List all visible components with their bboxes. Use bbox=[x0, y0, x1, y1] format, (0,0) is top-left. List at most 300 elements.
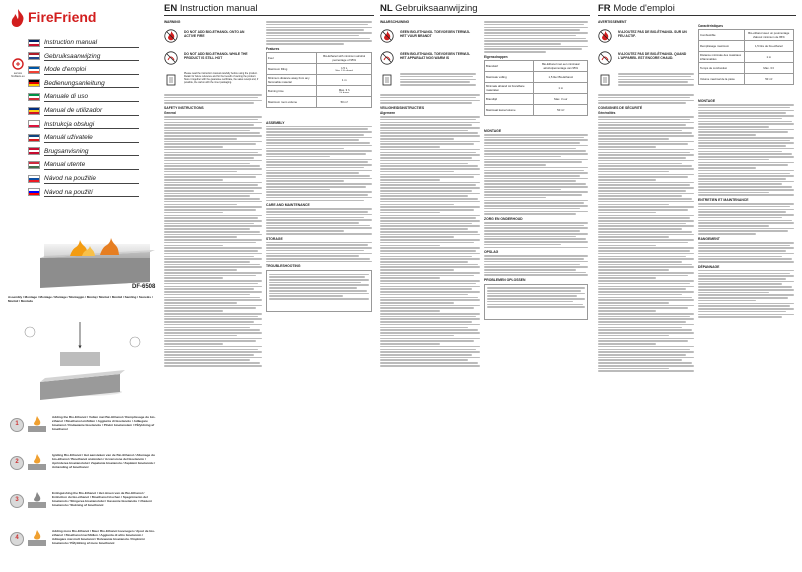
nl-col-a bbox=[380, 20, 480, 368]
text-line bbox=[164, 94, 262, 96]
text-line bbox=[598, 124, 686, 126]
manual-icon bbox=[380, 73, 394, 87]
text-line bbox=[598, 324, 694, 326]
text-line bbox=[698, 175, 794, 177]
text-line bbox=[266, 159, 372, 161]
text-line bbox=[164, 190, 254, 192]
text-line bbox=[484, 236, 576, 238]
spec-row bbox=[699, 52, 794, 63]
text-line bbox=[598, 245, 656, 247]
text-line bbox=[698, 222, 794, 224]
text-line bbox=[698, 270, 794, 272]
nl-warning-2-text: GEEN BIO-ETHANOL TOEVOEGEN TERWIJL HET APPARAAT NOG WARM IS bbox=[400, 52, 471, 60]
text-line bbox=[380, 209, 474, 211]
text-line bbox=[484, 208, 580, 210]
text-line bbox=[164, 171, 237, 173]
text-line bbox=[266, 128, 368, 130]
text-line bbox=[380, 130, 468, 132]
text-line bbox=[698, 273, 790, 275]
text-line bbox=[380, 174, 480, 176]
step-illustration bbox=[26, 414, 48, 436]
text-line bbox=[164, 146, 223, 148]
text-line bbox=[164, 349, 258, 351]
fr-care-heading: ENTRETIEN ET MAINTENANCE bbox=[698, 197, 749, 202]
text-line bbox=[598, 190, 686, 192]
en-care-lines bbox=[266, 208, 372, 234]
spec-note: 3 h burner bbox=[339, 91, 350, 94]
text-line bbox=[380, 187, 480, 189]
text-line bbox=[698, 203, 794, 205]
text-line bbox=[598, 97, 690, 99]
text-line bbox=[400, 81, 470, 83]
text-line bbox=[484, 161, 582, 163]
spec-label: Remplissage maximum bbox=[699, 41, 745, 52]
text-line bbox=[598, 370, 694, 372]
text-line bbox=[164, 305, 262, 307]
spec-value-text: 1,5 litre de bio-éthanol bbox=[754, 44, 783, 48]
text-line bbox=[266, 214, 372, 216]
text-line bbox=[598, 100, 694, 102]
text-line bbox=[698, 183, 782, 185]
flag-de-icon bbox=[28, 79, 40, 87]
spec-label: Volume maximal de la pièce bbox=[699, 74, 745, 85]
nl-safety-heading: VEILIGHEIDSINSTRUCTIES bbox=[380, 105, 425, 110]
nl-safety-lines bbox=[380, 116, 480, 366]
text-line bbox=[698, 156, 794, 158]
text-line bbox=[266, 244, 368, 246]
text-line bbox=[698, 162, 794, 164]
text-line bbox=[266, 27, 372, 29]
en-care-heading: CARE AND MAINTENANCE bbox=[266, 203, 310, 208]
text-line bbox=[266, 222, 359, 224]
text-line bbox=[266, 29, 364, 31]
text-line bbox=[598, 187, 694, 189]
text-line bbox=[266, 261, 372, 263]
text-line bbox=[598, 212, 656, 214]
language-label: Gebruiksaanwijzing bbox=[44, 52, 101, 60]
text-line bbox=[598, 368, 669, 370]
text-line bbox=[266, 137, 372, 139]
language-underline bbox=[44, 47, 139, 48]
text-line bbox=[380, 182, 480, 184]
text-line bbox=[598, 338, 694, 340]
text-line bbox=[598, 171, 669, 173]
text-line bbox=[380, 329, 478, 331]
step-number-badge bbox=[10, 494, 24, 508]
text-line bbox=[380, 297, 478, 299]
text-line bbox=[484, 264, 580, 266]
text-line bbox=[484, 247, 588, 249]
text-line bbox=[380, 294, 468, 296]
text-line bbox=[698, 316, 782, 318]
text-line bbox=[266, 178, 372, 180]
en-col-b bbox=[266, 20, 372, 312]
text-line bbox=[698, 178, 786, 180]
text-line bbox=[380, 154, 480, 156]
text-line bbox=[380, 201, 480, 203]
text-line bbox=[698, 137, 794, 139]
text-line bbox=[598, 272, 694, 274]
text-line bbox=[164, 318, 262, 320]
text-line bbox=[380, 143, 474, 145]
text-line bbox=[266, 217, 364, 219]
text-line bbox=[380, 94, 480, 96]
text-line bbox=[266, 189, 330, 191]
text-line bbox=[598, 201, 694, 203]
text-line bbox=[598, 321, 686, 323]
text-line bbox=[484, 200, 588, 202]
text-line bbox=[484, 255, 588, 257]
text-line bbox=[380, 242, 474, 244]
en-spec-table bbox=[266, 52, 372, 118]
flag-pl-icon bbox=[28, 120, 40, 128]
text-line bbox=[164, 135, 262, 137]
fr-safety-lines bbox=[598, 116, 694, 372]
text-line bbox=[380, 318, 480, 320]
text-line bbox=[484, 241, 588, 243]
text-line bbox=[164, 152, 258, 154]
text-line bbox=[164, 253, 262, 255]
text-line bbox=[164, 340, 256, 342]
text-line bbox=[698, 242, 794, 244]
fr-intro-lines bbox=[598, 94, 694, 104]
text-line bbox=[484, 43, 561, 45]
text-line bbox=[598, 220, 694, 222]
text-line bbox=[164, 269, 237, 271]
text-line bbox=[164, 321, 254, 323]
text-line bbox=[598, 157, 686, 159]
text-line bbox=[698, 294, 794, 296]
text-line bbox=[380, 157, 472, 159]
text-line bbox=[266, 233, 372, 235]
text-line bbox=[164, 266, 262, 268]
text-line bbox=[380, 116, 480, 118]
text-line bbox=[598, 277, 656, 279]
spec-value-text: Max. 3 h bbox=[763, 66, 775, 70]
text-line bbox=[380, 206, 480, 208]
fr-assembly-lines bbox=[698, 104, 794, 196]
language-label: Návod na použitie bbox=[44, 175, 97, 182]
text-line bbox=[484, 156, 561, 158]
text-line bbox=[380, 275, 474, 277]
text-line bbox=[484, 189, 561, 191]
nl-warning-1 bbox=[380, 27, 480, 49]
text-line bbox=[164, 362, 260, 364]
text-line bbox=[266, 167, 364, 169]
fr-warning-heading: AVERTISSEMENT bbox=[598, 20, 627, 24]
fr-title-text: Mode d'emploi bbox=[613, 3, 675, 14]
text-line bbox=[380, 225, 480, 227]
text-line bbox=[698, 153, 792, 155]
text-line bbox=[266, 32, 372, 34]
language-underline bbox=[44, 155, 139, 156]
text-line bbox=[698, 151, 782, 153]
text-line bbox=[380, 184, 476, 186]
nl-title-text: Gebruiksaanwijzing bbox=[395, 3, 478, 14]
language-label: Bedienungsanleitung bbox=[44, 79, 105, 87]
text-line bbox=[698, 256, 782, 258]
text-line bbox=[164, 294, 250, 296]
text-line bbox=[266, 225, 370, 227]
step-number: 1 bbox=[15, 421, 19, 427]
text-line bbox=[484, 238, 586, 240]
text-line bbox=[484, 211, 588, 213]
spec-value-text: 50 m³ bbox=[765, 77, 773, 81]
text-line bbox=[380, 332, 480, 334]
text-line bbox=[164, 223, 254, 225]
text-line bbox=[598, 351, 694, 353]
text-line bbox=[598, 297, 692, 299]
text-line bbox=[269, 284, 369, 286]
text-line bbox=[698, 300, 756, 302]
text-line bbox=[164, 141, 262, 143]
text-line bbox=[164, 327, 250, 329]
text-line bbox=[266, 43, 344, 45]
text-line bbox=[698, 228, 794, 230]
text-line bbox=[598, 154, 694, 156]
spec-value-text: Max. 3 uur bbox=[554, 96, 568, 101]
fr-care-lines bbox=[698, 203, 794, 235]
text-line bbox=[164, 359, 250, 361]
text-line bbox=[698, 292, 769, 294]
spec-row bbox=[485, 60, 588, 71]
text-line bbox=[269, 282, 361, 284]
text-line bbox=[164, 343, 223, 345]
text-line bbox=[618, 73, 694, 75]
spec-table bbox=[484, 60, 588, 116]
en-storage-heading: STORAGE bbox=[266, 236, 283, 241]
text-line bbox=[380, 217, 476, 219]
text-line bbox=[164, 119, 258, 121]
text-line bbox=[266, 186, 366, 188]
en-assembly-lines bbox=[266, 126, 372, 201]
text-line bbox=[598, 365, 694, 367]
text-line bbox=[598, 291, 694, 293]
text-line bbox=[380, 215, 480, 217]
text-line bbox=[380, 253, 480, 255]
nl-trouble-heading: PROBLEMEN OPLOSSEN bbox=[484, 278, 526, 283]
text-line bbox=[400, 76, 473, 78]
text-line bbox=[380, 340, 474, 342]
text-line bbox=[164, 291, 262, 293]
en-trouble-table bbox=[266, 270, 372, 312]
flag-fr-icon bbox=[28, 66, 40, 74]
text-line bbox=[487, 306, 585, 308]
nl-warning-heading: WAARSCHUWING bbox=[380, 20, 410, 24]
spec-value bbox=[744, 63, 793, 74]
language-label: Návod na použití bbox=[44, 188, 93, 196]
text-line bbox=[698, 115, 794, 117]
text-line bbox=[164, 143, 256, 145]
en-title-text: Instruction manual bbox=[179, 3, 258, 14]
text-line bbox=[380, 324, 480, 326]
text-line bbox=[484, 230, 580, 232]
text-line bbox=[266, 200, 364, 202]
en-spec-title: Features bbox=[266, 46, 280, 51]
text-line bbox=[164, 313, 262, 315]
language-underline bbox=[44, 87, 139, 88]
text-line bbox=[484, 142, 580, 144]
text-line bbox=[598, 239, 694, 241]
en-warning-2 bbox=[164, 49, 262, 71]
text-line bbox=[698, 167, 756, 169]
spec-value-text: 1.5 L bbox=[341, 65, 348, 70]
text-line bbox=[484, 197, 546, 199]
nl-warning-2 bbox=[380, 49, 480, 71]
assembly-heading: Assembly / Montage / Montage / Montage / Montaggio / Montaj / Montaż / Montáž / Samling / Szerelés / Montáž / Montaža bbox=[8, 295, 153, 303]
text-line bbox=[164, 215, 262, 217]
text-line bbox=[266, 247, 372, 249]
text-line bbox=[164, 310, 223, 312]
text-line bbox=[164, 299, 262, 301]
text-line bbox=[164, 160, 262, 162]
nl-assembly-heading: MONTAGE bbox=[484, 128, 502, 133]
text-line bbox=[698, 209, 794, 211]
fireplace-illustration bbox=[30, 230, 160, 290]
text-line bbox=[598, 288, 686, 290]
text-line bbox=[380, 239, 480, 241]
text-line bbox=[164, 154, 262, 156]
spec-table bbox=[266, 52, 372, 108]
text-line bbox=[598, 359, 682, 361]
en-warning-heading: WARNING bbox=[164, 20, 181, 24]
step-number-badge bbox=[10, 418, 24, 432]
spec-value bbox=[317, 63, 372, 74]
spec-label: Brandstof bbox=[485, 60, 534, 71]
text-line bbox=[598, 354, 686, 356]
nl-col-b bbox=[484, 20, 588, 320]
text-line bbox=[164, 329, 260, 331]
text-line bbox=[618, 81, 688, 83]
text-line bbox=[266, 139, 359, 141]
text-line bbox=[380, 168, 480, 170]
en-safety-lines bbox=[164, 116, 262, 366]
fr-title-rule bbox=[598, 15, 796, 16]
text-line bbox=[698, 123, 794, 125]
text-line bbox=[380, 277, 440, 279]
text-line bbox=[598, 204, 669, 206]
text-line bbox=[698, 110, 794, 112]
spec-value-text: Bio-Ethanol met een minimaal alcoholpercentage van 95% bbox=[542, 61, 580, 70]
text-line bbox=[164, 239, 262, 241]
text-line bbox=[484, 227, 588, 229]
text-line bbox=[164, 217, 258, 219]
fr-warning-2-text: N'AJOUTEZ PAS DE BIO-ÉTHANOL QUAND L'APPAREIL EST ENCORE CHAUD. bbox=[618, 52, 687, 60]
fr-trouble-lines bbox=[698, 270, 794, 318]
text-line bbox=[380, 250, 476, 252]
step-number: 4 bbox=[15, 535, 19, 541]
text-line bbox=[598, 174, 694, 176]
text-line bbox=[164, 335, 237, 337]
text-line bbox=[484, 145, 588, 147]
spec-row bbox=[267, 52, 372, 63]
text-line bbox=[380, 269, 454, 271]
text-line bbox=[598, 261, 682, 263]
spec-row bbox=[485, 104, 588, 115]
text-line bbox=[484, 21, 588, 23]
text-line bbox=[484, 180, 576, 182]
flag-uk-icon bbox=[28, 39, 40, 47]
text-line bbox=[484, 137, 584, 139]
text-line bbox=[380, 365, 480, 367]
text-line bbox=[598, 198, 692, 200]
text-line bbox=[598, 242, 688, 244]
text-line bbox=[598, 335, 669, 337]
text-line bbox=[598, 228, 682, 230]
text-line bbox=[380, 234, 480, 236]
language-label: Brugsanvisning bbox=[44, 147, 89, 155]
flag-cz-icon bbox=[28, 134, 40, 142]
text-line bbox=[598, 94, 694, 96]
text-line bbox=[484, 202, 584, 204]
step-illustration bbox=[26, 528, 48, 550]
manual-icon bbox=[164, 73, 178, 87]
text-line bbox=[484, 183, 586, 185]
text-line bbox=[269, 274, 369, 276]
fr-safety-heading: CONSIGNES DE SÉCURITÉ bbox=[598, 105, 643, 110]
text-line bbox=[380, 231, 478, 233]
text-line bbox=[164, 338, 262, 340]
text-line bbox=[164, 280, 262, 282]
flag-nl-icon bbox=[28, 52, 40, 60]
spec-label: Burning time bbox=[267, 85, 317, 96]
text-line bbox=[164, 127, 262, 129]
text-line bbox=[164, 245, 223, 247]
spec-value-text: 1,5 liter Bio-Ethanol bbox=[548, 74, 573, 79]
language-underline bbox=[44, 101, 139, 102]
text-line bbox=[266, 253, 372, 255]
no-fire-icon bbox=[164, 29, 178, 43]
text-line bbox=[484, 150, 586, 152]
text-line bbox=[380, 357, 480, 359]
text-line bbox=[698, 233, 756, 235]
spec-value bbox=[744, 74, 793, 85]
text-line bbox=[266, 258, 370, 260]
spec-label: Maximum filling bbox=[267, 63, 317, 74]
text-line bbox=[598, 313, 694, 315]
no-hot-icon bbox=[598, 51, 612, 65]
text-line bbox=[698, 250, 786, 252]
text-line bbox=[698, 126, 769, 128]
brand-name: FireFriend bbox=[28, 9, 97, 25]
text-line bbox=[380, 343, 440, 345]
text-line bbox=[598, 305, 694, 307]
text-line bbox=[698, 164, 788, 166]
text-line bbox=[380, 310, 440, 312]
text-line bbox=[698, 118, 782, 120]
text-line bbox=[380, 236, 454, 238]
text-line bbox=[380, 288, 472, 290]
text-line bbox=[698, 230, 788, 232]
spec-value-text: Bio-éthanol avec un pourcentage d'alcool minimum de 95% bbox=[748, 31, 790, 39]
text-line bbox=[598, 307, 688, 309]
en-safety-heading: SAFETY INSTRUCTIONS bbox=[164, 105, 204, 110]
text-line bbox=[484, 139, 588, 141]
text-line bbox=[484, 186, 588, 188]
spec-row bbox=[267, 85, 372, 96]
text-line bbox=[698, 211, 786, 213]
text-line bbox=[164, 228, 250, 230]
text-line bbox=[598, 132, 692, 134]
text-line bbox=[618, 76, 691, 78]
spec-label: Minimale afstand tot brandbare materialen bbox=[485, 82, 534, 93]
text-line bbox=[266, 153, 366, 155]
text-line bbox=[598, 141, 694, 143]
flame-icon bbox=[8, 8, 28, 28]
text-line bbox=[164, 116, 262, 118]
flag-it-icon bbox=[28, 93, 40, 101]
en-warning-3 bbox=[164, 71, 262, 93]
